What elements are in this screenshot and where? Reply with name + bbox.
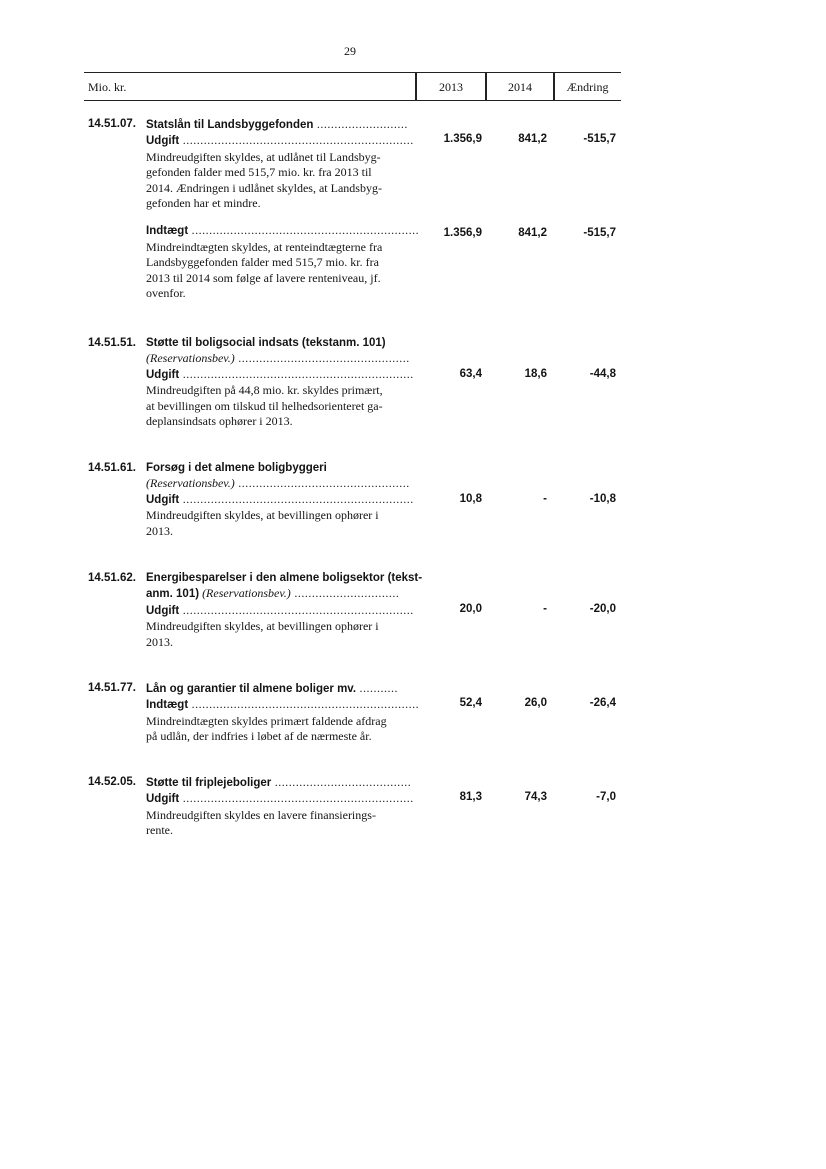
explanation-line: Mindreudgiften skyldes, at udlånet til Landsbyg- — [146, 149, 381, 164]
value-row — [88, 367, 621, 383]
value-2014: 26,0 — [524, 697, 547, 709]
leader-dots: .............................. — [290, 586, 400, 601]
value-row — [88, 790, 621, 806]
explanation-text — [146, 383, 428, 429]
explanation-line: at bevillingen om tilskud til helhedsorienteret ga- — [146, 398, 383, 413]
explanation-line: Mindreindtægten skyldes primært faldende afdrag — [146, 713, 387, 728]
explanation-line: Mindreudgiften på 44,8 mio. kr. skyldes primært, — [146, 383, 383, 398]
column-2014-header: 2014 — [508, 80, 532, 94]
explanation-text — [146, 508, 428, 539]
unit-label: Mio. kr. — [88, 80, 127, 94]
account-title: Forsøg i det almene boligbyggeri — [146, 462, 327, 474]
leader-dots: .................................................................. — [179, 366, 414, 381]
value-row — [88, 696, 621, 712]
value-2013: 81,3 — [459, 791, 482, 803]
leader-dots: .................................................................. — [179, 491, 414, 506]
line-label: Udgift — [146, 368, 180, 381]
value-row — [88, 132, 621, 148]
leader-dots: ................................................. — [234, 351, 410, 366]
value-2013: 63,4 — [459, 368, 482, 380]
account-title: Lån og garantier til almene boliger mv. — [146, 683, 357, 695]
explanation-line: gefonden har et mindre. — [146, 196, 261, 211]
account-subtitle: (Reservationsbev.) — [202, 586, 291, 601]
leader-dots: ................................................................. — [188, 697, 420, 712]
leader-dots: .................................................................. — [179, 602, 414, 617]
line-label: Indtægt — [146, 225, 189, 238]
value-2014: 18,6 — [524, 368, 547, 380]
explanation-line: 2013 til 2014 som følge af lavere renteniveau, jf. — [146, 270, 381, 285]
explanation-line: Mindreudgiften skyldes, at bevillingen ophører i — [146, 619, 379, 634]
line-label: Udgift — [146, 604, 180, 617]
account-title-line — [146, 117, 428, 133]
explanation-line: 2013. — [146, 523, 173, 538]
line-label: Udgift — [146, 135, 180, 148]
value-2014: 74,3 — [524, 791, 547, 803]
value-2014: 841,2 — [518, 133, 547, 145]
value-2013: 20,0 — [459, 603, 482, 615]
account-body — [146, 775, 428, 839]
account-body — [146, 681, 428, 745]
account-subtitle-line — [146, 351, 428, 366]
account-title: Energibesparelser i den almene boligsektor (tekst- — [146, 572, 423, 584]
value-row — [88, 602, 621, 618]
value-change: -515,7 — [583, 227, 616, 239]
explanation-text — [146, 808, 428, 839]
explanation-line: Landsbyggefonden falder med 515,7 mio. kr. fra — [146, 255, 379, 270]
value-2014: 841,2 — [518, 227, 547, 239]
value-2013: 10,8 — [459, 493, 482, 505]
account-number: 14.52.05. — [88, 776, 136, 788]
account-number: 14.51.07. — [88, 118, 136, 130]
value-change: -20,0 — [589, 603, 616, 615]
explanation-line: Mindreudgiften skyldes en lavere finansierings- — [146, 807, 376, 822]
value-2014: - — [543, 493, 547, 505]
value-change: -44,8 — [589, 368, 616, 380]
column-header-row — [84, 72, 621, 101]
value-row — [88, 492, 621, 508]
account-title-line — [146, 681, 428, 697]
account-number: 14.51.51. — [88, 337, 136, 349]
explanation-text — [146, 619, 428, 650]
explanation-text — [146, 240, 428, 302]
account-number: 14.51.77. — [88, 682, 136, 694]
line-label: Udgift — [146, 493, 180, 506]
explanation-line: Mindreudgiften skyldes, at bevillingen ophører i — [146, 508, 379, 523]
value-2013: 52,4 — [459, 697, 482, 709]
account-subtitle: (Reservationsbev.) — [146, 476, 235, 491]
explanation-line: gefonden falder med 515,7 mio. kr. fra 2013 til — [146, 165, 372, 180]
value-change: -7,0 — [596, 791, 616, 803]
leader-dots: ................................................. — [234, 476, 410, 491]
leader-dots: .................................................................. — [179, 133, 414, 148]
explanation-line: deplansindsats ophører i 2013. — [146, 414, 293, 429]
leader-dots: ....................................... — [271, 775, 412, 789]
value-change: -10,8 — [589, 493, 616, 505]
explanation-line: Mindreindtægten skyldes, at renteindtægterne fra — [146, 239, 383, 254]
explanation-line: rente. — [146, 823, 173, 838]
explanation-line: 2013. — [146, 634, 173, 649]
value-2013: 1.356,9 — [443, 133, 482, 145]
account-title-line — [146, 775, 428, 791]
leader-dots: ................................................................. — [188, 223, 420, 238]
account-subtitle: (Reservationsbev.) — [146, 351, 235, 366]
account-title: Støtte til friplejeboliger — [146, 777, 272, 789]
account-number: 14.51.61. — [88, 462, 136, 474]
leader-dots: .................................................................. — [179, 791, 414, 806]
value-row — [88, 226, 621, 242]
account-title: Støtte til boligsocial indsats (tekstanm. 101) — [146, 337, 386, 349]
account-title-line — [146, 586, 428, 602]
leader-dots: ........... — [356, 681, 399, 695]
explanation-line: på udlån, der indfries i løbet af de nærmeste år. — [146, 729, 372, 744]
explanation-line: 2014. Ændringen i udlånet skyldes, at Landsbyg- — [146, 180, 382, 195]
leader-dots: .......................... — [313, 117, 408, 131]
line-label: Udgift — [146, 793, 180, 806]
value-2014: - — [543, 603, 547, 615]
account-title: Statslån til Landsbyggefonden — [146, 119, 314, 131]
column-2013-header: 2013 — [439, 80, 463, 94]
explanation-line: ovenfor. — [146, 286, 186, 301]
explanation-text — [146, 714, 428, 745]
line-label: Indtægt — [146, 699, 189, 712]
explanation-text — [146, 150, 428, 212]
value-2013: 1.356,9 — [443, 227, 482, 239]
value-change: -515,7 — [583, 133, 616, 145]
account-number: 14.51.62. — [88, 572, 136, 584]
value-change: -26,4 — [589, 697, 616, 709]
column-change-header: Ændring — [566, 80, 609, 94]
account-subtitle-line — [146, 476, 428, 491]
page-number: 29 — [344, 44, 356, 58]
account-title-cont: anm. 101) — [146, 588, 200, 601]
